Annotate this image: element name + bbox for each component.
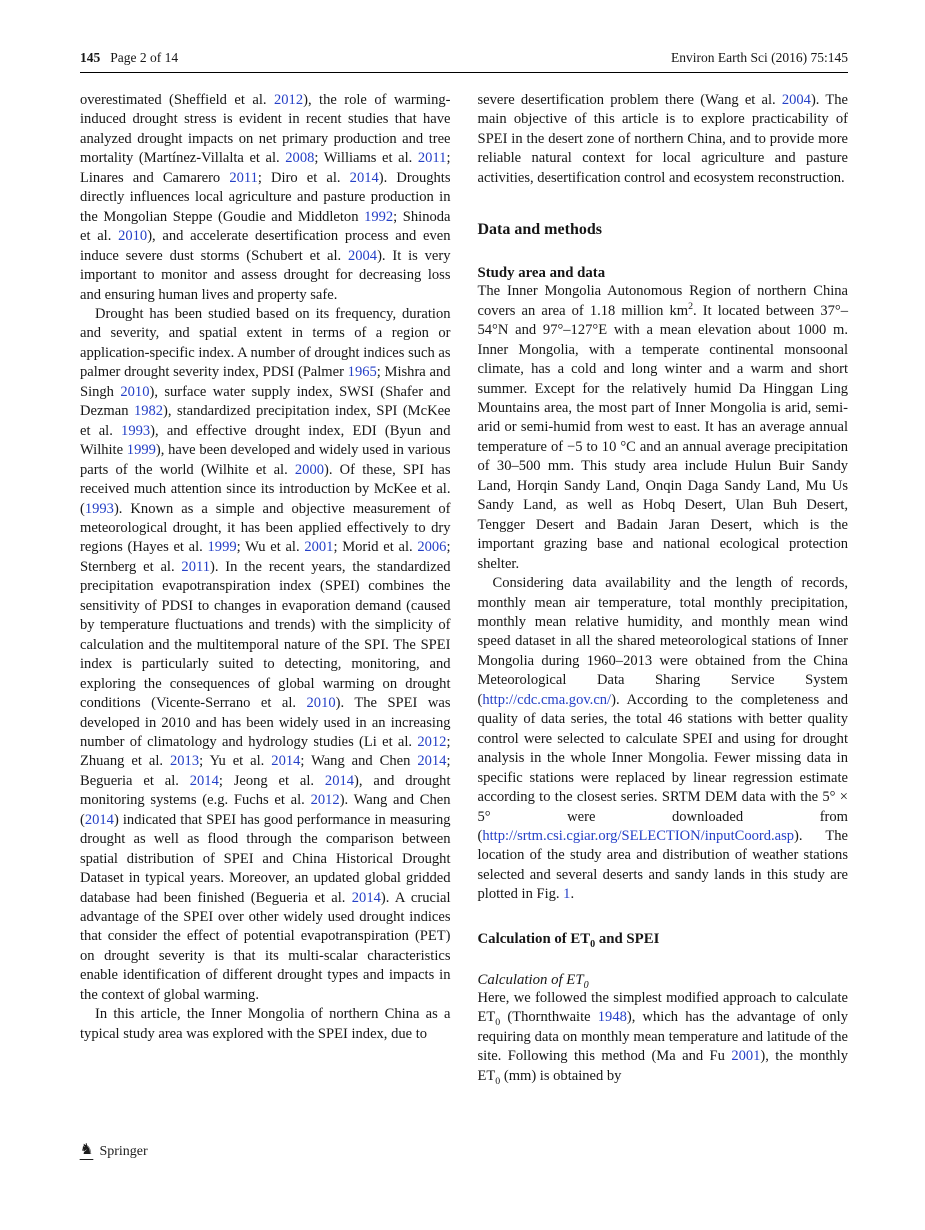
body-text: ), surface water supply index, SWSI (Shafer and Dezman xyxy=(80,383,451,420)
paragraph xyxy=(80,1005,451,1044)
body-text: ). Known as a simple and objective measurement of meteorological drought, it has been applied effectively to dry regions (Hayes et al. xyxy=(80,500,451,556)
inline-citation-link[interactable]: 2004 xyxy=(781,92,811,108)
body-text: ), standardized precipitation index, SPI (McKee et al. xyxy=(80,403,451,439)
inline-citation-link[interactable]: 2010 xyxy=(118,228,148,245)
section-heading-data-and-methods: Data and methods xyxy=(477,221,602,239)
inline-citation-link[interactable]: 1992 xyxy=(364,208,394,225)
page-of-label: Page 2 of 14 xyxy=(110,50,179,65)
inline-citation-link[interactable]: 2011 xyxy=(229,169,258,186)
body-text: ; Williams et al. xyxy=(314,150,418,167)
body-text: ), and effective drought index, EDI (Byun and Wilhite xyxy=(80,422,451,459)
subsubsection-heading-calculation-et0 xyxy=(478,972,849,989)
body-text: Calculation of ET xyxy=(477,930,591,947)
inline-citation-link[interactable]: 2014 xyxy=(271,753,301,770)
body-text: ), which has the advantage of only requiring data on monthly mean temperature and latitude of the site. Following this method (Ma and Fu xyxy=(477,1009,848,1065)
paragraph xyxy=(478,91,849,188)
body-text: ; Linares and Camarero xyxy=(80,150,451,186)
inline-citation-link[interactable]: http://cdc.cma.gov.cn/ xyxy=(482,691,612,708)
body-text: ). Droughts directly influences local agriculture and pasture production in the Mongolian Steppe (Goudie and Middleton xyxy=(80,169,451,225)
body-text: ; Morid et al. xyxy=(333,539,418,556)
superscript-text: 2 xyxy=(688,300,694,312)
inline-citation-link[interactable]: 2010 xyxy=(120,383,150,400)
body-text: ). In the recent years, the standardized precipitation evapotranspiration index (SPEI) combines the sensitivity of PDSI to changes in evaporation demand (caused by temperature fluctuations and trends) with the simplicity of calculation and the multitemporal nature of the SPI. The SPEI index is particularly suited to detecting, monitoring, and exploring the consequences of global warming on drought conditions (Vicente-Serrano et al. xyxy=(80,558,451,712)
body-text: . xyxy=(570,886,575,903)
inline-citation-link[interactable]: 1999 xyxy=(126,442,156,459)
body-text: (Thornthwaite xyxy=(500,1009,598,1026)
inline-citation-link[interactable]: 1948 xyxy=(597,1009,627,1026)
inline-citation-link[interactable]: 2014 xyxy=(189,772,219,789)
paragraph xyxy=(80,91,451,305)
inline-citation-link[interactable]: 2012 xyxy=(274,92,304,108)
inline-citation-link[interactable]: 2010 xyxy=(306,695,336,712)
subscript-text: 0 xyxy=(590,938,596,950)
right-column xyxy=(478,91,849,1086)
inline-citation-link[interactable]: 1993 xyxy=(84,500,114,517)
inline-citation-link[interactable]: 2014 xyxy=(84,811,114,828)
body-text: The Inner Mongolia Autonomous Region of northern China covers an area of 1.18 million km xyxy=(477,283,848,319)
inline-citation-link[interactable]: 2014 xyxy=(324,772,355,789)
body-text: ). Wang and Chen ( xyxy=(80,792,451,828)
inline-citation-link[interactable]: 2014 xyxy=(349,169,379,186)
body-text: ), and drought monitoring systems (e.g. Fuchs et al. xyxy=(80,772,451,809)
body-text: ), the monthly ET xyxy=(477,1048,848,1084)
inline-citation-link[interactable]: 2006 xyxy=(417,539,447,556)
body-text: ; Yu et al. xyxy=(199,753,272,770)
journal-reference: Environ Earth Sci (2016) 75:145 xyxy=(671,50,848,65)
body-text: ). A crucial advantage of the SPEI over other widely used drought indices that consider the effect of potential evapotranspiration (PET) on drought severity is that its multi-scalar characteristics enable identification of different drought types and impacts in the context of global warming. xyxy=(80,889,451,1003)
inline-citation-link[interactable]: 1993 xyxy=(121,422,151,439)
inline-citation-link[interactable]: 2014 xyxy=(351,889,381,906)
body-text: ), have been developed and widely used in various parts of the world (Wilhite et al. xyxy=(80,442,451,478)
subscript-text: 0 xyxy=(495,1075,501,1087)
inline-citation-link[interactable]: 2012 xyxy=(310,792,340,809)
body-text: ). Of these, SPI has received much attention since its introduction by McKee et al. ( xyxy=(80,461,451,517)
subsection-heading-study-area: Study area and data xyxy=(477,265,606,282)
article-number: 145 xyxy=(80,50,101,65)
body-text: and SPEI xyxy=(595,930,660,947)
body-text: ; Zhuang et al. xyxy=(80,733,451,770)
body-text: In this article, the Inner Mongolia of northern China as a typical study area was explored with the SPEI index, due to xyxy=(80,1006,451,1042)
body-text: ; Diro et al. xyxy=(257,169,350,186)
page-content xyxy=(80,50,848,1086)
body-text: ; Shinoda et al. xyxy=(80,208,451,245)
inline-citation-link[interactable]: 2001 xyxy=(304,539,334,556)
two-column-body xyxy=(80,91,848,1086)
inline-citation-link[interactable]: 2014 xyxy=(417,753,447,770)
inline-citation-link[interactable]: 2011 xyxy=(181,558,210,575)
body-text: ). The main objective of this article is to explore practicability of SPEI in the desert zone of northern China, and to provide more reliable natural context for local agriculture and pasture activities, desertification control and ecosystem reconstruction. xyxy=(477,92,848,186)
body-text: Here, we followed the simplest modified approach to calculate ET xyxy=(477,989,848,1026)
subsection-heading-calculation-et0-spei xyxy=(478,931,849,948)
inline-citation-link[interactable]: 2000 xyxy=(294,461,324,478)
running-header xyxy=(80,50,848,65)
body-text: ). It is very important to monitor and assess drought for decreasing loss and ensuring human lives and property safe. xyxy=(80,247,451,303)
inline-citation-link[interactable]: 2008 xyxy=(285,150,315,167)
inline-citation-link[interactable]: 1 xyxy=(563,886,571,903)
paragraph xyxy=(478,989,849,1086)
left-column xyxy=(80,91,451,1086)
body-text: ; Begueria et al. xyxy=(80,753,451,789)
body-text: ), and accelerate desertification process and even induce severe dust storms (Schubert et al. xyxy=(80,228,451,264)
inline-citation-link[interactable]: 2012 xyxy=(417,733,447,750)
header-divider xyxy=(80,72,848,73)
body-text: severe desertification problem there (Wang et al. xyxy=(477,92,782,108)
body-text: Considering data availability and the length of records, monthly mean air temperature, total monthly precipitation, monthly mean relative humidity, and monthly mean wind speed dataset in all the shared meteorological stations of Inner Mongolia during 1960–2013 were obtained from the China Meteorological Data Sharing Service System ( xyxy=(477,575,848,708)
body-text: ). The location of the study area and distribution of weather stations selected and several deserts and sandy lands in this study are plotted in Fig. xyxy=(477,827,848,903)
body-text: overestimated (Sheffield et al. xyxy=(80,92,274,108)
springer-horse-icon: ♞ xyxy=(79,1142,94,1158)
inline-citation-link[interactable]: 1982 xyxy=(133,403,164,420)
body-text: ). According to the completeness and quality of data series, the total 46 stations with better quality control were selected to calculate SPEI and using for drought analysis in the whole Inner Mongolia. Fewer missing data in specific stations were replaced by linear regression estimate according to the closest series. SRTM DEM data with the 5° × 5° were downloaded from ( xyxy=(477,691,848,844)
paragraph xyxy=(478,282,849,574)
body-text: Calculation of ET xyxy=(477,971,584,988)
subscript-text: 0 xyxy=(495,1017,501,1029)
body-text: ; Jeong et al. xyxy=(218,772,325,789)
body-text: ; Mishra and Singh xyxy=(80,364,451,400)
inline-citation-link[interactable]: 2004 xyxy=(347,247,378,264)
publisher-footer xyxy=(80,1143,148,1160)
inline-citation-link[interactable]: http://srtm.csi.cgiar.org/SELECTION/inputCoord.asp xyxy=(482,827,795,844)
body-text: (mm) is obtained by xyxy=(500,1067,622,1084)
body-text: ; Wu et al. xyxy=(236,539,305,556)
inline-citation-link[interactable]: 2001 xyxy=(731,1048,761,1065)
publisher-name: Springer xyxy=(99,1143,148,1159)
inline-citation-link[interactable]: 1965 xyxy=(347,364,377,381)
body-text: Drought has been studied based on its frequency, duration and severity, and spatial extent in terms of a region or application-specific index. A number of drought indices such as palmer drought severity index, PDSI (Palmer xyxy=(80,305,451,381)
body-text: ; Sternberg et al. xyxy=(80,539,451,575)
inline-citation-link[interactable]: 2013 xyxy=(170,753,200,770)
header-page-info xyxy=(80,50,178,65)
inline-citation-link[interactable]: 1999 xyxy=(207,539,237,556)
subscript-text: 0 xyxy=(583,979,589,991)
body-text: ). The SPEI was developed in 2010 and has been widely used in an increasing number of climatology and hydrology studies (Li et al. xyxy=(80,695,451,750)
body-text: ; Wang and Chen xyxy=(300,753,418,770)
paragraph xyxy=(478,574,849,905)
body-text: ), the role of warming-induced drought stress is evident in recent studies that have analyzed drought impacts on net primary production and tree mortality (Martínez-Villalta et al. xyxy=(80,92,451,167)
paragraph xyxy=(80,305,451,1005)
inline-citation-link[interactable]: 2011 xyxy=(417,150,447,167)
body-text: . It located between 37°–54°N and 97°–127°E with a mean elevation about 1000 m. Inner Mongolia, with a temperate continental monsoonal climate, has a cold and long winter and a warm and short summer. Except for the relatively humid Da Hinggan Ling Mountains area, the most part of Inner Mongolia is arid, semi-arid or semi-humid from west to east. It has an average annual temperature of −5 to 10 °C and an annual average precipitation of 30–500 mm. This study area include Hulun Buir Sandy Land, Horqin Sandy Land, Onqin Daga Sandy Land, Mu Us Sandy Land, as well as Hobq Desert, Ulan Buh Desert, Tengger Desert and Badain Jaran Desert, which is the important grazing base and national ecological protection shelter. xyxy=(477,302,849,572)
body-text: ) indicated that SPEI has good performance in measuring drought as well as flood through the comparison between spatial distribution of SPEI and China Historical Drought Dataset in typical years. Moreover, an updated global gridded database had been finished (Begueria et al. xyxy=(80,811,451,906)
